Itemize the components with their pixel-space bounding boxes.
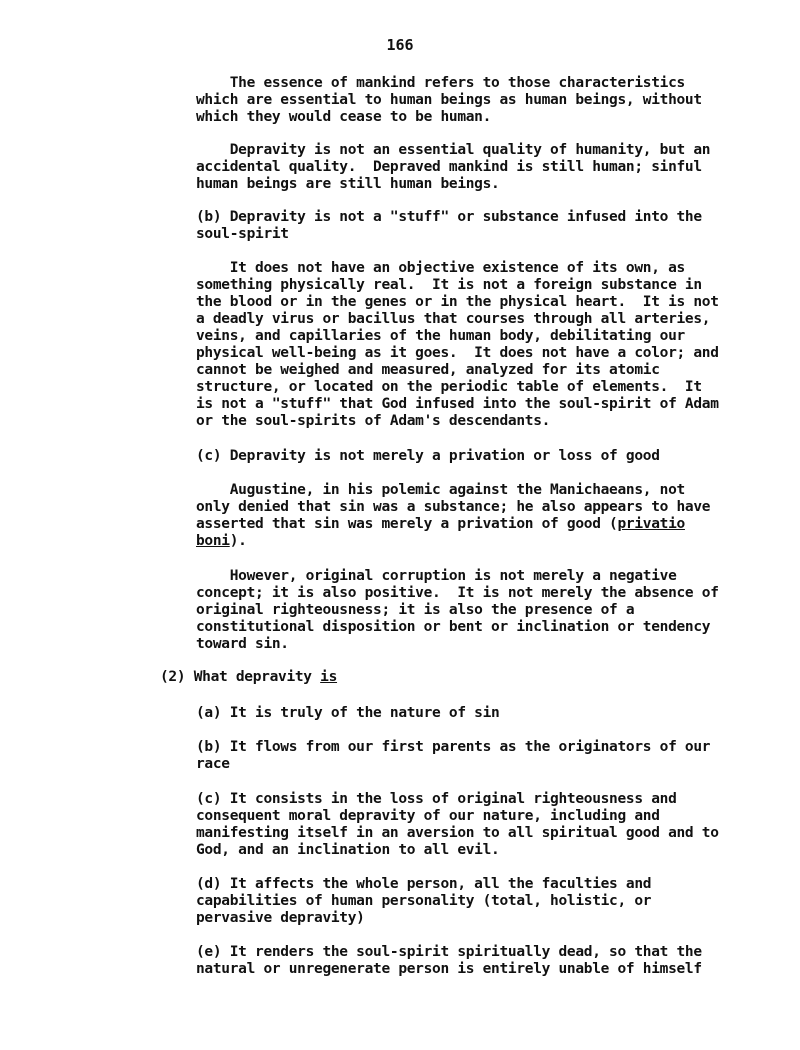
heading-2-prefix: (2) What depravity (160, 669, 321, 685)
paragraph-essence: The essence of mankind refers to those characteristics which are essential to human beings as human beings, without which they would cease to be human. (196, 75, 702, 125)
heading-2 (160, 669, 337, 686)
point-e: (e) It renders the soul-spirit spiritually dead, so that the natural or unregenerate person is entirely unable of himself (196, 944, 702, 977)
augustine-tail: ). (229, 533, 247, 549)
heading-c: (c) Depravity is not merely a privation or loss of good (196, 448, 660, 464)
paragraph-objective: It does not have an objective existence of its own, as something physically real. It is not a foreign substance in the blood or in the genes or in the physical heart. It is not a deadly virus or bacillus that courses through all arteries, veins, and capillaries of the human body, debilitating our physical well-being as it goes. It does not have a color; and cannot be weighed and measured, analyzed for its atomic structure, or located on the periodic table of elements. It is not a "stuff" that God infused into the soul-spirit of Adam or the soul-spirits of Adam's descendants. (196, 260, 719, 429)
latin-privatio: privatio (617, 516, 685, 532)
point-a: (a) It is truly of the nature of sin (196, 705, 500, 721)
heading-b: (b) Depravity is not a "stuff" or substance infused into the soul-spirit (196, 209, 702, 242)
paragraph-accidental: Depravity is not an essential quality of humanity, but an accidental quality. Depraved mankind is still human; sinful human beings are still human beings. (196, 142, 711, 192)
point-c: (c) It consists in the loss of original righteousness and consequent moral depravity of our nature, including and manifesting itself in an aversion to all spiritual good and to God, and an inclination to all evil. (196, 791, 719, 858)
paragraph-augustine (196, 482, 710, 550)
augustine-text: Augustine, in his polemic against the Manichaeans, not only denied that sin was a substance; he also appears to have asserted that sin was merely a privation of good ( (196, 482, 711, 532)
page-number: 166 (386, 36, 414, 54)
point-d: (d) It affects the whole person, all the faculties and capabilities of human personality (total, holistic, or pervasive depravity) (196, 876, 652, 926)
heading-2-emphasis: is (320, 669, 338, 685)
paragraph-however: However, original corruption is not merely a negative concept; it is also positive. It is not merely the absence of original righteousness; it is also the presence of a constitutional disposition or bent or inclination or tendency toward sin. (196, 568, 719, 652)
point-b: (b) It flows from our first parents as the originators of our race (196, 739, 711, 772)
latin-boni: boni (196, 533, 230, 549)
